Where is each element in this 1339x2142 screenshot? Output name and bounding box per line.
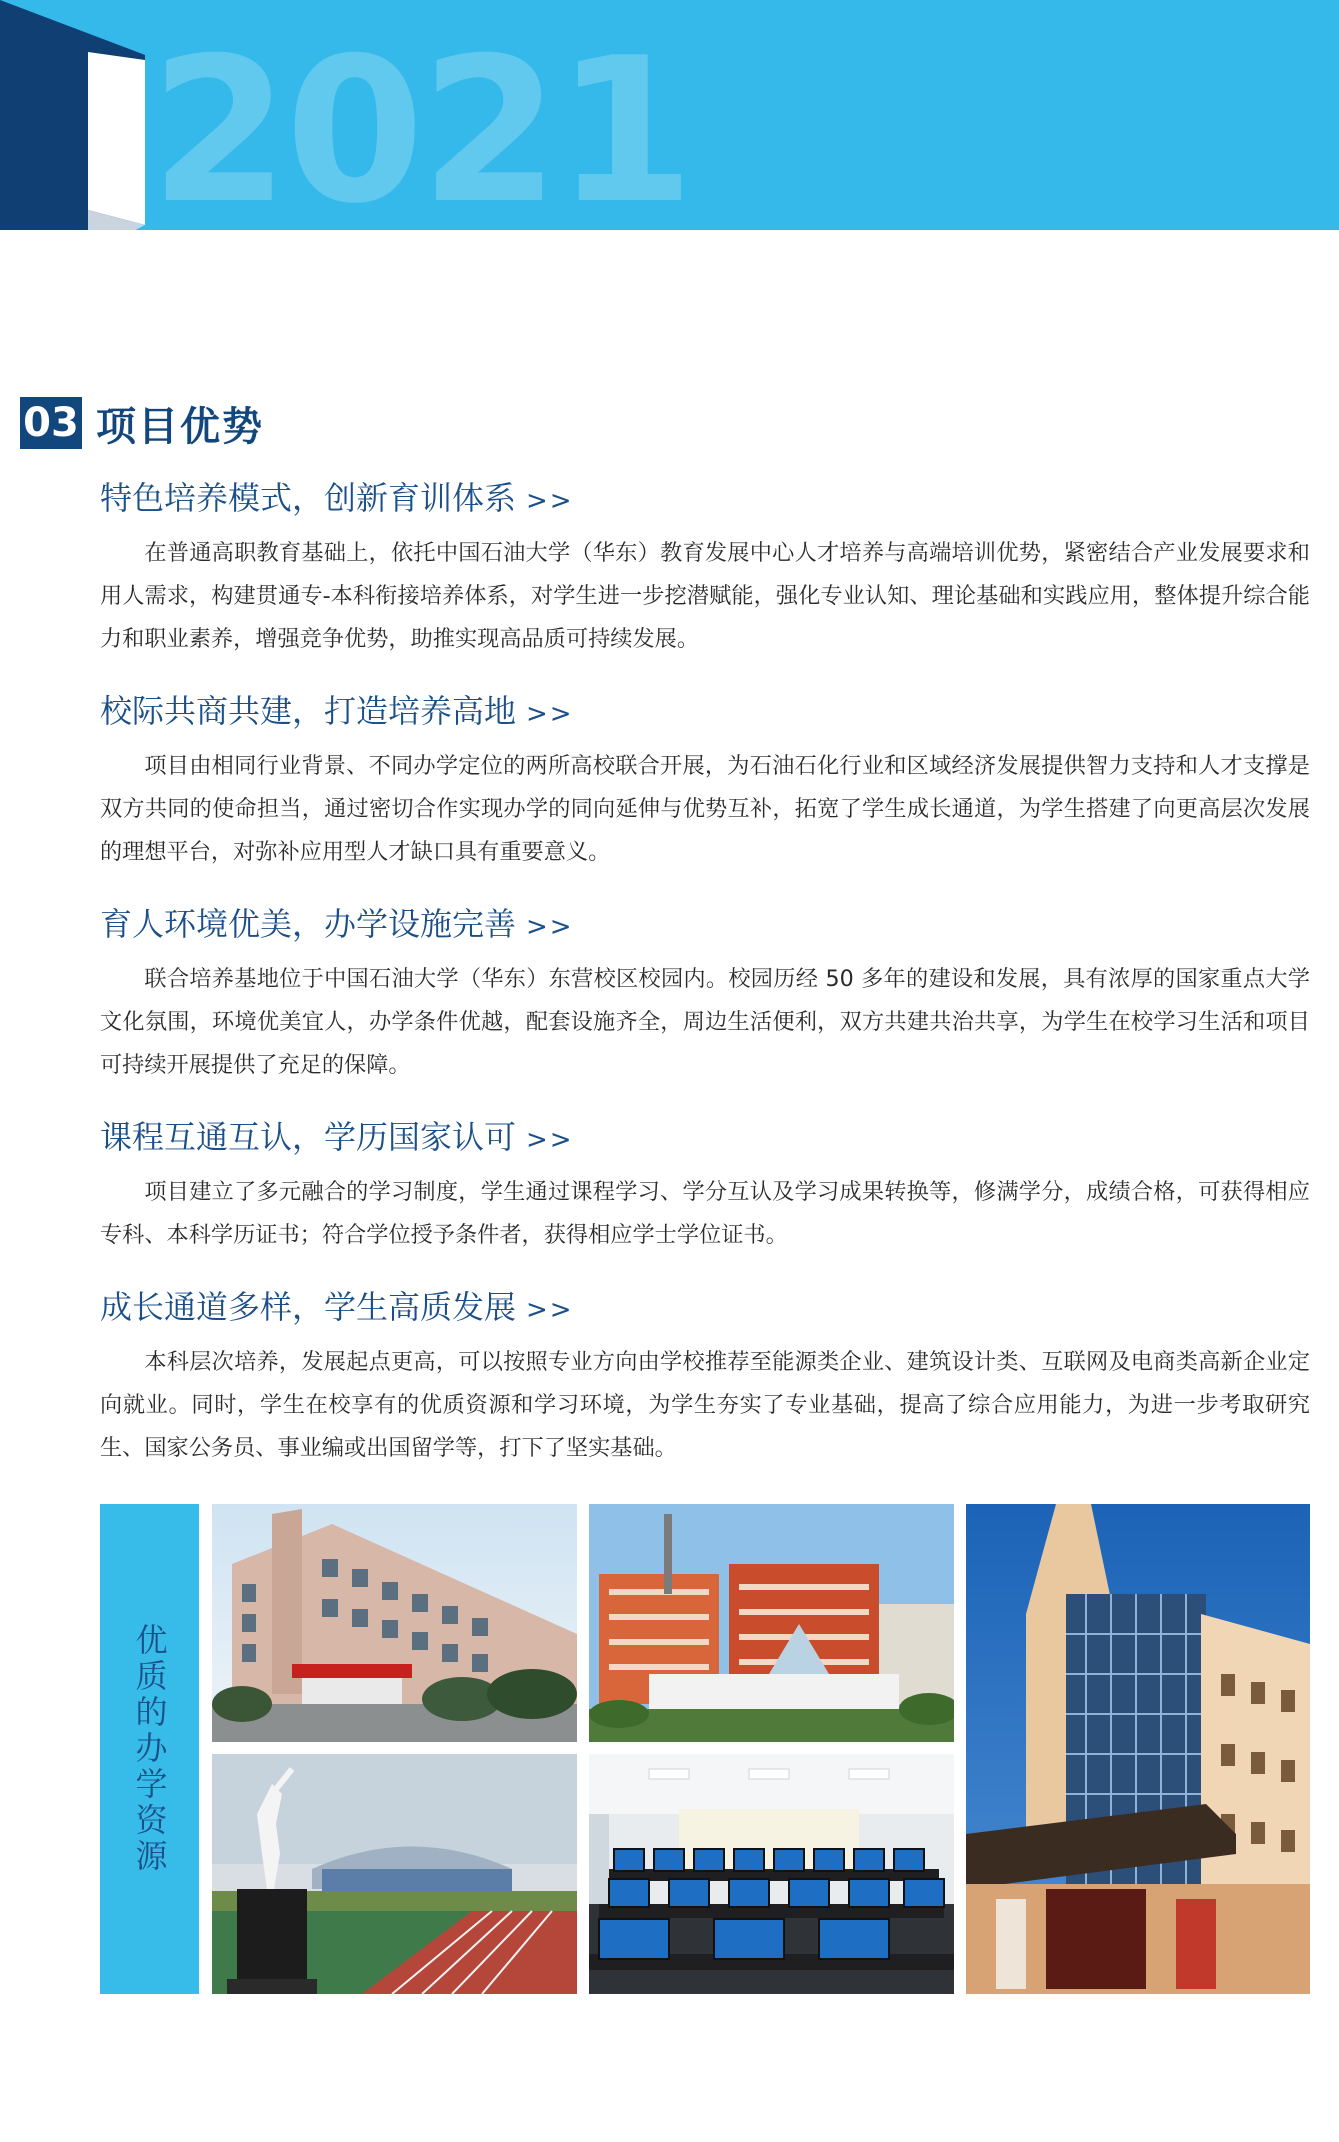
block-title-text: 成长通道多样，学生高质发展 (100, 1288, 517, 1326)
block-title-text: 特色培养模式，创新育训体系 (100, 479, 517, 517)
teaching-building-photo (212, 1504, 577, 1742)
header-banner (0, 0, 1339, 230)
tower-building-photo (966, 1504, 1310, 1994)
advantage-block-environment (100, 902, 1310, 1087)
block-title-text: 课程互通互认，学历国家认可 (100, 1118, 517, 1156)
double-arrow-icon: >> (526, 912, 574, 942)
block-title (100, 476, 1310, 524)
double-arrow-icon: >> (526, 1125, 574, 1155)
block-body: 联合培养基地位于中国石油大学（华东）东营校区校园内。校园历经 50 多年的建设和发展，具有浓厚的国家重点大学文化氛围，环境优美宜人，办学条件优越，配套设施齐全，周边生活便利，双方共建共治共享，为学生在校学习生活和项目可持续开展提供了充足的保障。 (100, 966, 1310, 1078)
block-title (100, 902, 1310, 950)
block-body: 项目建立了多元融合的学习制度，学生通过课程学习、学分互认及学习成果转换等，修满学分，成绩合格，可获得相应专科、本科学历证书；符合学位授予条件者，获得相应学士学位证书。 (100, 1179, 1310, 1248)
section-header (20, 396, 264, 450)
banner-decoration (0, 0, 160, 230)
block-title (100, 1115, 1310, 1163)
photo-gallery (100, 1504, 1310, 1994)
stadium-statue-photo (212, 1754, 577, 1994)
double-arrow-icon: >> (526, 699, 574, 729)
section-title: 项目优势 (96, 403, 264, 450)
block-title-text: 育人环境优美，办学设施完善 (100, 905, 517, 943)
advantage-block-training-mode (100, 476, 1310, 661)
double-arrow-icon: >> (526, 1295, 574, 1325)
section-number: 03 (20, 397, 82, 449)
block-body: 项目由相同行业背景、不同办学定位的两所高校联合开展，为石油石化行业和区域经济发展提供智力支持和人才支撑是双方共同的使命担当，通过密切合作实现办学的同向延伸与优势互补，拓宽了学生成长通道，为学生搭建了向更高层次发展的理想平台，对弥补应用型人才缺口具有重要意义。 (100, 753, 1310, 865)
photo-label: 优质的办学资源 (130, 1623, 169, 1875)
advantages-list (100, 476, 1310, 1498)
banner-year: 2021 (150, 15, 691, 230)
block-title-text: 校际共商共建，打造培养高地 (100, 692, 517, 730)
campus-buildings-photo (589, 1504, 954, 1742)
advantage-block-cooperation (100, 689, 1310, 874)
computer-lab-photo (589, 1754, 954, 1994)
advantage-block-credit-recognition (100, 1115, 1310, 1257)
block-body: 在普通高职教育基础上，依托中国石油大学（华东）教育发展中心人才培养与高端培训优势，紧密结合产业发展要求和用人需求，构建贯通专-本科衔接培养体系，对学生进一步挖潜赋能，强化专业认知、理论基础和实践应用，整体提升综合能力和职业素养，增强竞争优势，助推实现高品质可持续发展。 (100, 540, 1310, 652)
block-title (100, 689, 1310, 737)
block-body: 本科层次培养，发展起点更高，可以按照专业方向由学校推荐至能源类企业、建筑设计类、互联网及电商类高新企业定向就业。同时，学生在校享有的优质资源和学习环境，为学生夯实了专业基础，提高了综合应用能力，为进一步考取研究生、国家公务员、事业编或出国留学等，打下了坚实基础。 (100, 1349, 1310, 1461)
photo-label-panel (100, 1504, 199, 1994)
block-title (100, 1285, 1310, 1333)
advantage-block-growth-paths (100, 1285, 1310, 1470)
double-arrow-icon: >> (526, 486, 574, 516)
